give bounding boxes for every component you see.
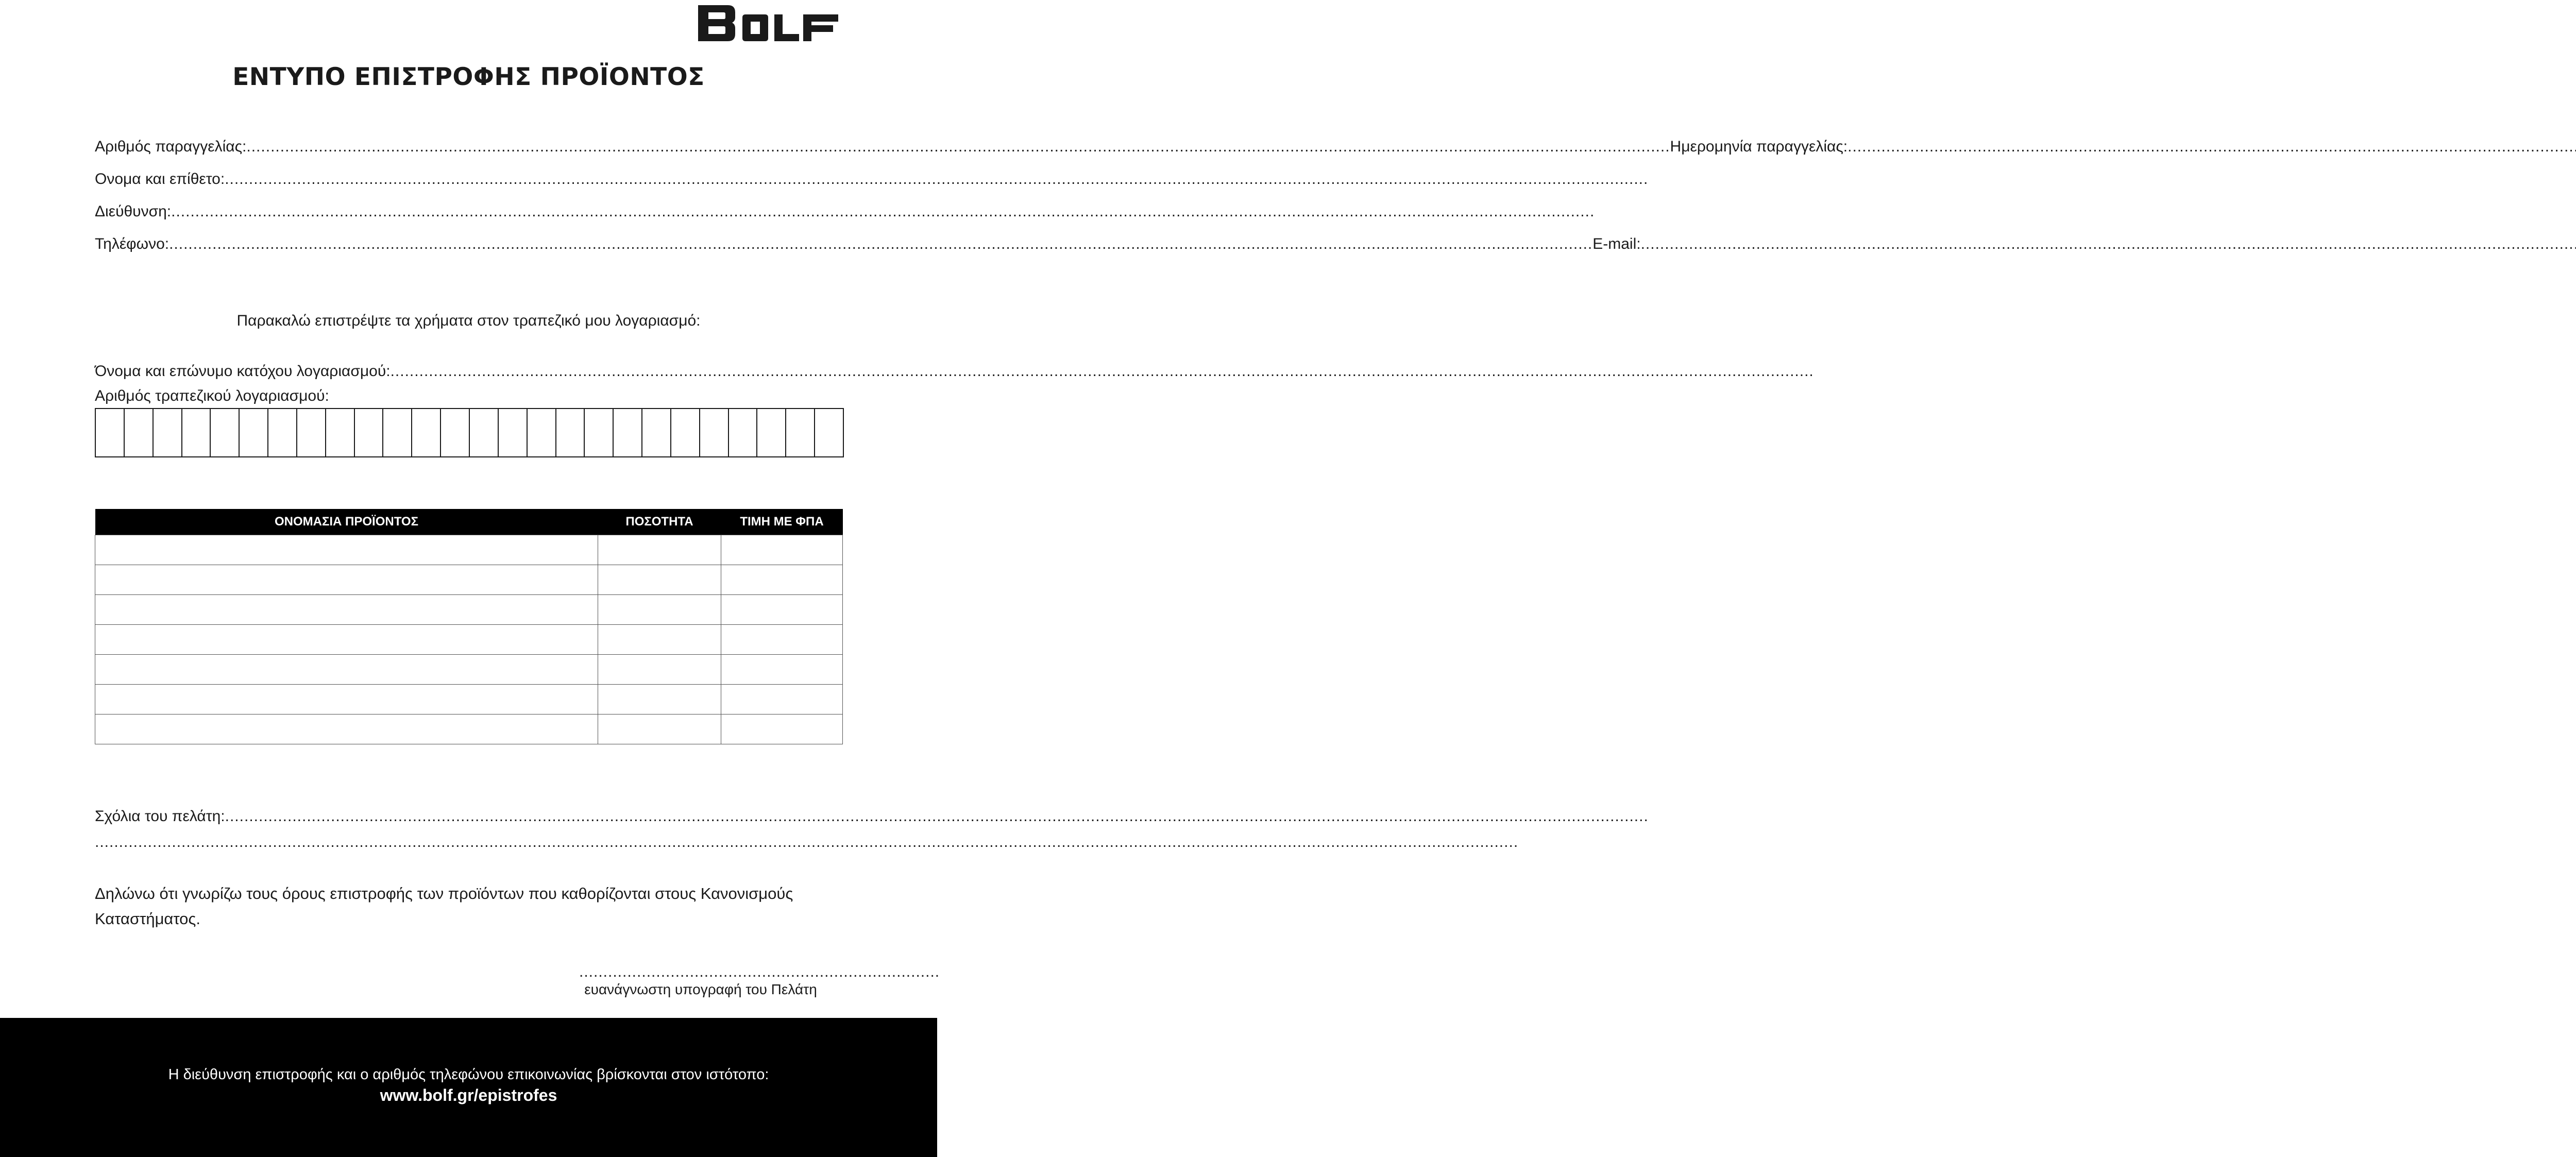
order-number-label: Αριθμός παραγγελίας: [95,138,247,155]
account-digit-box[interactable] [96,409,125,456]
name-label: Ονομα και επίθετο: [95,171,225,188]
account-digit-box[interactable] [815,409,843,456]
table-header-row [95,509,843,535]
product-name-cell[interactable] [95,595,598,625]
table-row [95,565,843,595]
price-cell[interactable] [721,685,843,714]
account-digit-box[interactable] [268,409,297,456]
name-row [95,171,842,188]
quantity-cell[interactable] [598,655,721,685]
product-name-cell[interactable] [95,535,598,565]
contact-row [95,235,1641,253]
product-name-cell[interactable] [95,625,598,655]
product-name-header: ΟΝΟΜΑΣΙΑ ΠΡΟΪΟΝΤΟΣ [95,509,598,535]
comments-row-2 [95,833,842,851]
refund-request-text: Παρακαλώ επιστρέψτε τα χρήματα στον τραπεζικό μου λογαριασμό: [236,312,701,329]
order-number-field[interactable] [246,138,1670,156]
email-field[interactable] [1641,235,2576,253]
table-row [95,685,843,714]
phone-field[interactable] [169,235,1592,253]
address-field[interactable] [171,203,1595,220]
account-digit-box[interactable] [642,409,671,456]
quantity-cell[interactable] [598,535,721,565]
table-row [95,595,843,625]
quantity-cell[interactable] [598,595,721,625]
account-digit-box[interactable] [125,409,154,456]
account-digit-box[interactable] [355,409,384,456]
account-digit-box[interactable] [412,409,441,456]
footer-url-link[interactable]: www.bolf.gr/epistrofes [380,1086,557,1104]
price-cell[interactable] [721,535,843,565]
quantity-cell[interactable] [598,625,721,655]
address-label: Διεύθυνση: [95,203,172,220]
price-header: ΤΙΜΗ ΜΕ ΦΠΑ [721,509,843,535]
signature-label: ευανάγνωστη υπογραφή του Πελάτη [584,981,817,997]
account-digit-box[interactable] [729,409,758,456]
table-row [95,535,843,565]
product-name-cell[interactable] [95,714,598,744]
account-digit-box[interactable] [182,409,211,456]
account-digit-box[interactable] [470,409,499,456]
quantity-cell[interactable] [598,565,721,595]
table-row [95,625,843,655]
account-digit-box[interactable] [614,409,642,456]
account-digit-box[interactable] [297,409,326,456]
comments-row [95,808,842,825]
account-digit-box[interactable] [671,409,700,456]
footer-text: Η διεύθυνση επιστροφής και ο αριθμός τηλεφώνου επικοινωνίας βρίσκονται στον ιστότοπο: [168,1066,769,1083]
comments-field-2[interactable] [95,833,1518,851]
footer [0,1018,937,1157]
signature-line[interactable]: ........................................................................... [579,963,940,980]
account-digit-box[interactable] [240,409,268,456]
address-row [95,203,842,220]
product-name-cell[interactable] [95,655,598,685]
name-field[interactable] [225,171,1648,188]
phone-label: Τηλέφωνο: [95,235,170,252]
account-digit-box[interactable] [154,409,182,456]
account-holder-label: Όνομα και επώνυμο κατόχου λογαριασμού: [95,363,391,380]
comments-field[interactable] [225,808,1649,825]
account-digit-box[interactable] [383,409,412,456]
account-digit-box[interactable] [211,409,240,456]
terms-statement: Δηλώνω ότι γνωρίζω τους όρους επιστροφής των προϊόντων που καθορίζονται στους Κανονισμούς Καταστήματος. [95,884,793,928]
table-row [95,655,843,685]
table-row [95,714,843,744]
account-digit-box[interactable] [786,409,815,456]
account-number-label: Αριθμός τραπεζικού λογαριασμού: [95,387,329,404]
price-cell[interactable] [721,625,843,655]
quantity-cell[interactable] [598,685,721,714]
form-title: ΕΝΤΥΠΟ ΕΠΙΣΤΡΟΦΗΣ ΠΡΟΪΟΝΤΟΣ [232,63,705,91]
account-digit-box[interactable] [585,409,614,456]
order-date-label: Ημερομηνία παραγγελίας: [1670,138,1848,155]
account-number-boxes [95,408,844,457]
account-digit-box[interactable] [700,409,729,456]
product-name-cell[interactable] [95,565,598,595]
account-digit-box[interactable] [326,409,355,456]
product-name-cell[interactable] [95,685,598,714]
price-cell[interactable] [721,655,843,685]
account-holder-field[interactable] [391,363,1814,380]
comments-label: Σχόλια του πελάτη: [95,808,225,825]
order-date-field[interactable] [1848,138,2576,156]
quantity-cell[interactable] [598,714,721,744]
price-cell[interactable] [721,595,843,625]
price-cell[interactable] [721,714,843,744]
products-table [95,509,843,744]
price-cell[interactable] [721,565,843,595]
order-row [95,138,1848,156]
account-digit-box[interactable] [441,409,470,456]
account-number-row [95,387,842,405]
account-digit-box[interactable] [556,409,585,456]
quantity-header: ΠΟΣΟΤΗΤΑ [598,509,721,535]
account-holder-row [95,363,842,380]
account-digit-box[interactable] [757,409,786,456]
account-digit-box[interactable] [528,409,556,456]
account-digit-box[interactable] [499,409,528,456]
email-label: E-mail: [1592,235,1641,252]
bolf-logo [698,4,838,41]
